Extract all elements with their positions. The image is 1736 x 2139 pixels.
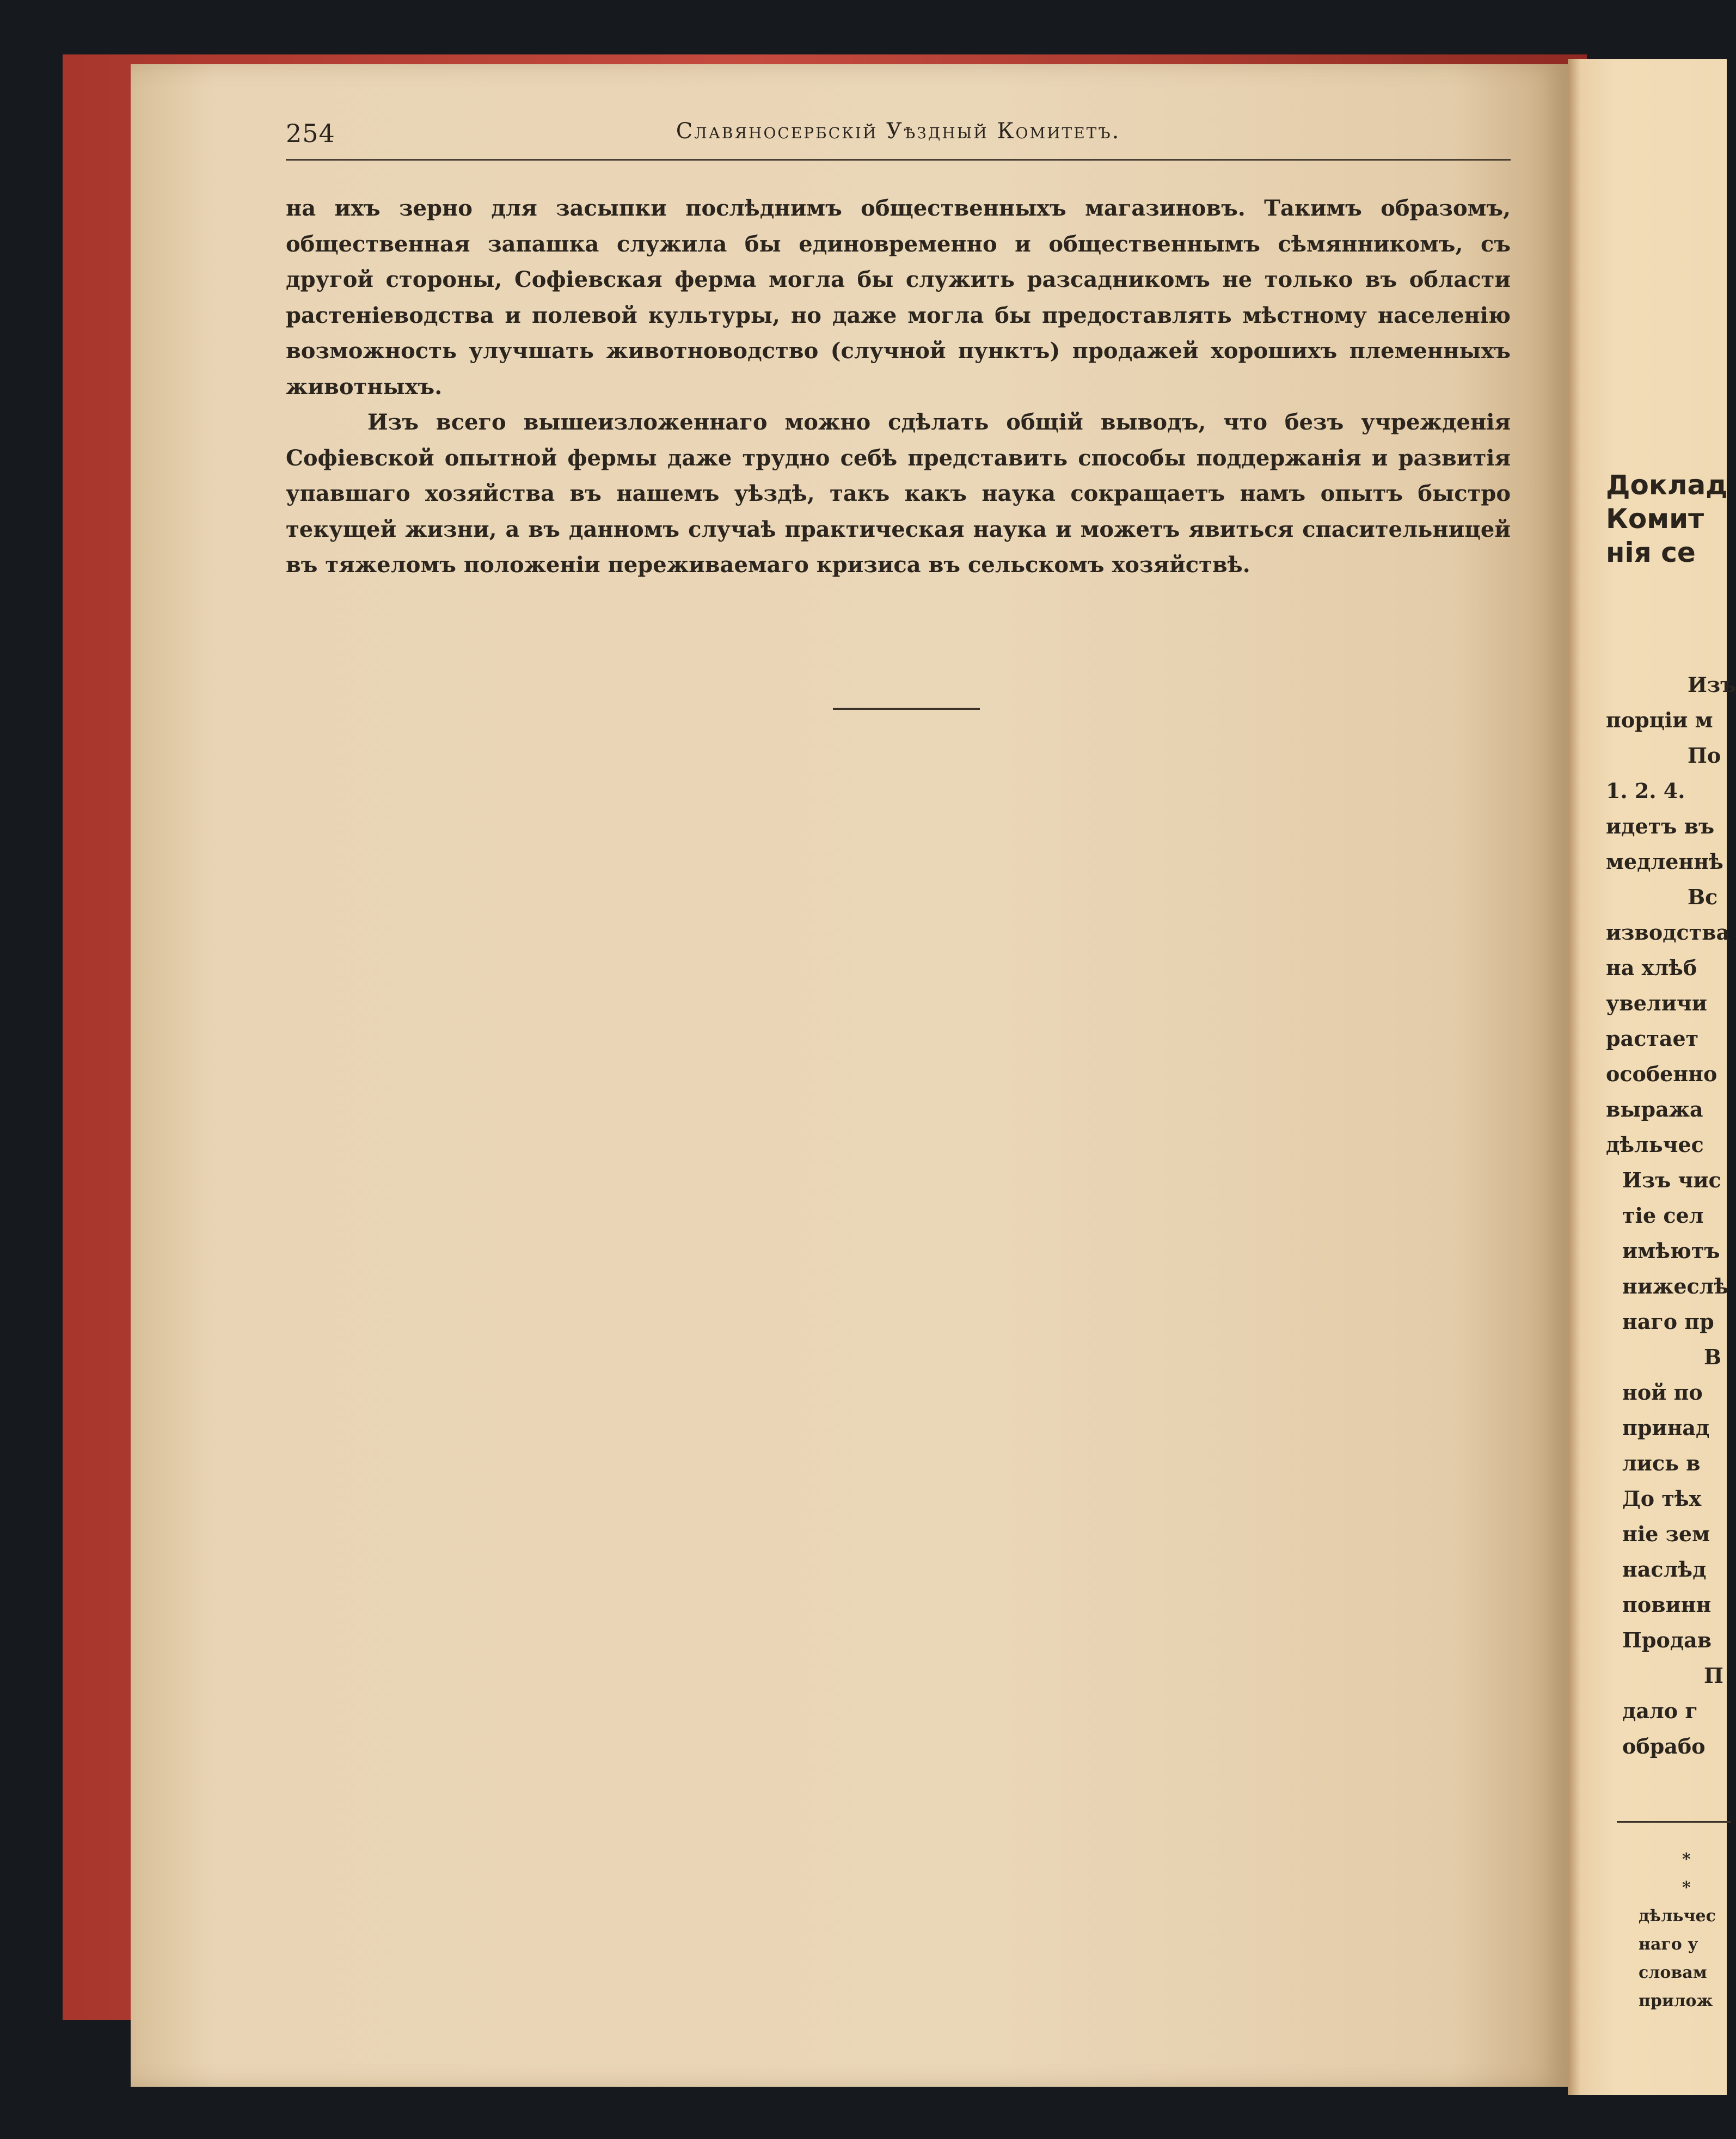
text-line: растает xyxy=(1606,1026,1699,1051)
text-line: идетъ въ xyxy=(1606,814,1715,838)
footnote-line: словам xyxy=(1639,1963,1707,1982)
title-line: нія се xyxy=(1606,537,1696,568)
text-line: наго пр xyxy=(1622,1309,1714,1334)
text-line: нижеслѣ xyxy=(1622,1274,1729,1298)
running-head: Славяносербскій Уѣздный Комитетъ. xyxy=(676,119,1121,144)
title-line: Доклад xyxy=(1606,469,1728,501)
text-line: дало г xyxy=(1622,1699,1698,1723)
text-line: Продав xyxy=(1622,1628,1712,1652)
text-line: ной по xyxy=(1622,1380,1703,1405)
text-line: увеличи xyxy=(1606,991,1707,1015)
page-header xyxy=(286,109,1511,158)
paragraph-1: на ихъ зерно для засыпки послѣднимъ общественныхъ магазиновъ. Такимъ образомъ, общественная запашка служила бы единовременно и общественнымъ сѣмянникомъ, съ другой стороны, Софіевская ферма могла бы служить разсадникомъ не только въ области растеніеводства и полевой культуры, но даже могла бы предоставлять мѣстному населенію возможность улучшать животноводство (случной пунктъ) продажей хорошихъ племенныхъ животныхъ. xyxy=(286,195,1511,400)
text-line: имѣютъ xyxy=(1622,1239,1720,1263)
text-line: принад xyxy=(1622,1415,1710,1440)
text-line: медленнѣ xyxy=(1606,849,1723,874)
text-line: Изъ чис xyxy=(1622,1168,1721,1192)
text-line: повинн xyxy=(1622,1592,1712,1617)
footnote-rule xyxy=(1617,1821,1731,1823)
text-line: 1. 2. 4. xyxy=(1606,779,1685,803)
footnote-line: дѣльчес xyxy=(1639,1907,1716,1926)
right-page-title xyxy=(1606,468,1727,569)
text-line: Изъ xyxy=(1688,672,1736,697)
text-line: дѣльчес xyxy=(1606,1132,1704,1157)
text-line: выража xyxy=(1606,1097,1703,1121)
footnote-line: * xyxy=(1682,1850,1691,1869)
right-page-body xyxy=(1606,667,1736,1764)
footnote-line: * xyxy=(1682,1878,1691,1897)
text-line: изводства xyxy=(1606,920,1730,945)
text-line: ніе зем xyxy=(1622,1522,1710,1546)
footnotes xyxy=(1606,1846,1727,2015)
text-line: особенно xyxy=(1606,1062,1717,1086)
text-line: порціи м xyxy=(1606,708,1713,732)
text-line: на хлѣб xyxy=(1606,955,1697,980)
end-rule xyxy=(833,708,980,710)
text-line: обрабо xyxy=(1622,1734,1706,1758)
title-line: Комит xyxy=(1606,503,1704,535)
text-line: тіе сел xyxy=(1622,1203,1704,1228)
header-rule xyxy=(286,159,1511,161)
text-line: По xyxy=(1688,743,1721,768)
text-line: лись в xyxy=(1622,1451,1701,1475)
footnote-line: прилож xyxy=(1639,1991,1713,2011)
page-number: 254 xyxy=(286,119,335,148)
text-line: Вс xyxy=(1688,885,1718,909)
right-page-content xyxy=(1606,468,1736,2047)
footnote-line: наго у xyxy=(1639,1935,1698,1954)
text-line: До тѣх xyxy=(1622,1486,1702,1511)
text-line: наслѣд xyxy=(1622,1557,1707,1582)
text-line: В xyxy=(1704,1345,1722,1369)
left-page-content xyxy=(286,109,1511,578)
text-line: П xyxy=(1704,1663,1723,1688)
body-text xyxy=(286,191,1511,583)
paragraph-2: Изъ всего вышеизложеннаго можно сдѣлать общій выводъ, что безъ учрежденія Софіевской опытной фермы даже трудно себѣ представить способы поддержанія и развитія упавшаго хозяйства въ нашемъ уѣздѣ, такъ какъ наука сокращаетъ намъ опытъ быстро текущей жизни, а въ данномъ случаѣ практическая наука и можетъ явиться спасительницей въ тяжеломъ положеніи переживаемаго кризиса въ сельскомъ хозяйствѣ. xyxy=(286,409,1511,578)
